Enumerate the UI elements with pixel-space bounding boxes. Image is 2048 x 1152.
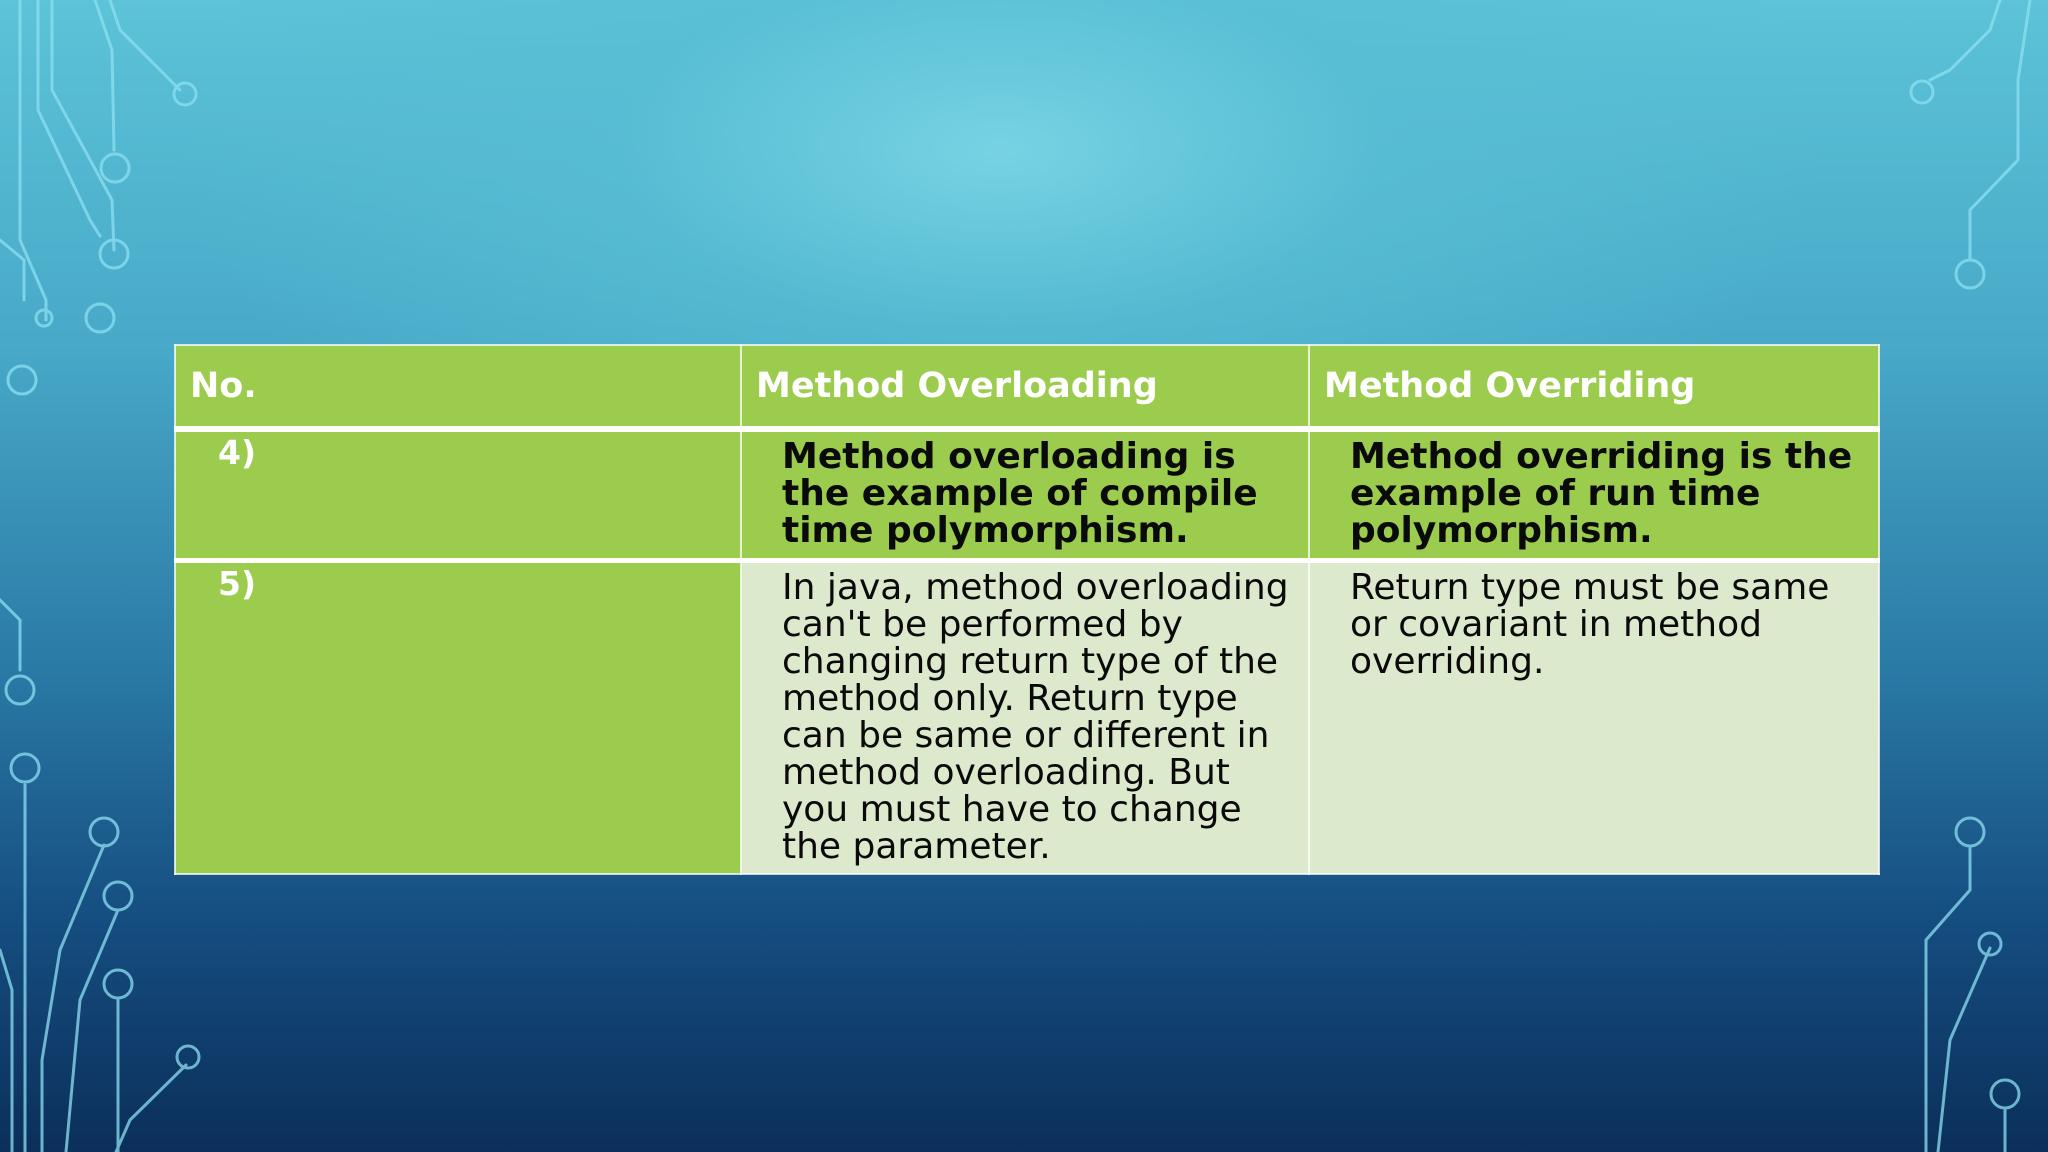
header-no: No.: [175, 345, 741, 429]
comparison-table: [174, 344, 1880, 875]
overriding-cell: [1309, 561, 1879, 875]
table-row: [175, 429, 1879, 561]
table-row: [175, 561, 1879, 875]
overloading-text: Method overloading is the example of compile time polymorphism.: [782, 436, 1258, 551]
overloading-text: In java, method overloading can't be performed by changing return type of the method only. Return type can be same or different in method overloading. But you must have to change the parameter.: [782, 567, 1289, 867]
overloading-cell: [741, 561, 1309, 875]
circuit-line: [20, 0, 46, 320]
overriding-text: Return type must be same or covariant in method overriding.: [1350, 567, 1830, 682]
row-number-cell: [175, 561, 741, 875]
overriding-text: Method overriding is the example of run time polymorphism.: [1350, 436, 1853, 551]
circuit-node: [174, 83, 196, 105]
overloading-cell: [741, 429, 1309, 561]
row-number: 4): [218, 433, 257, 472]
row-number: 5): [218, 564, 257, 603]
table-header-row: [175, 345, 1879, 429]
header-method-overriding: Method Overriding: [1309, 345, 1879, 429]
header-method-overloading: Method Overloading: [741, 345, 1309, 429]
row-number-cell: [175, 429, 741, 561]
overriding-cell: [1309, 429, 1879, 561]
